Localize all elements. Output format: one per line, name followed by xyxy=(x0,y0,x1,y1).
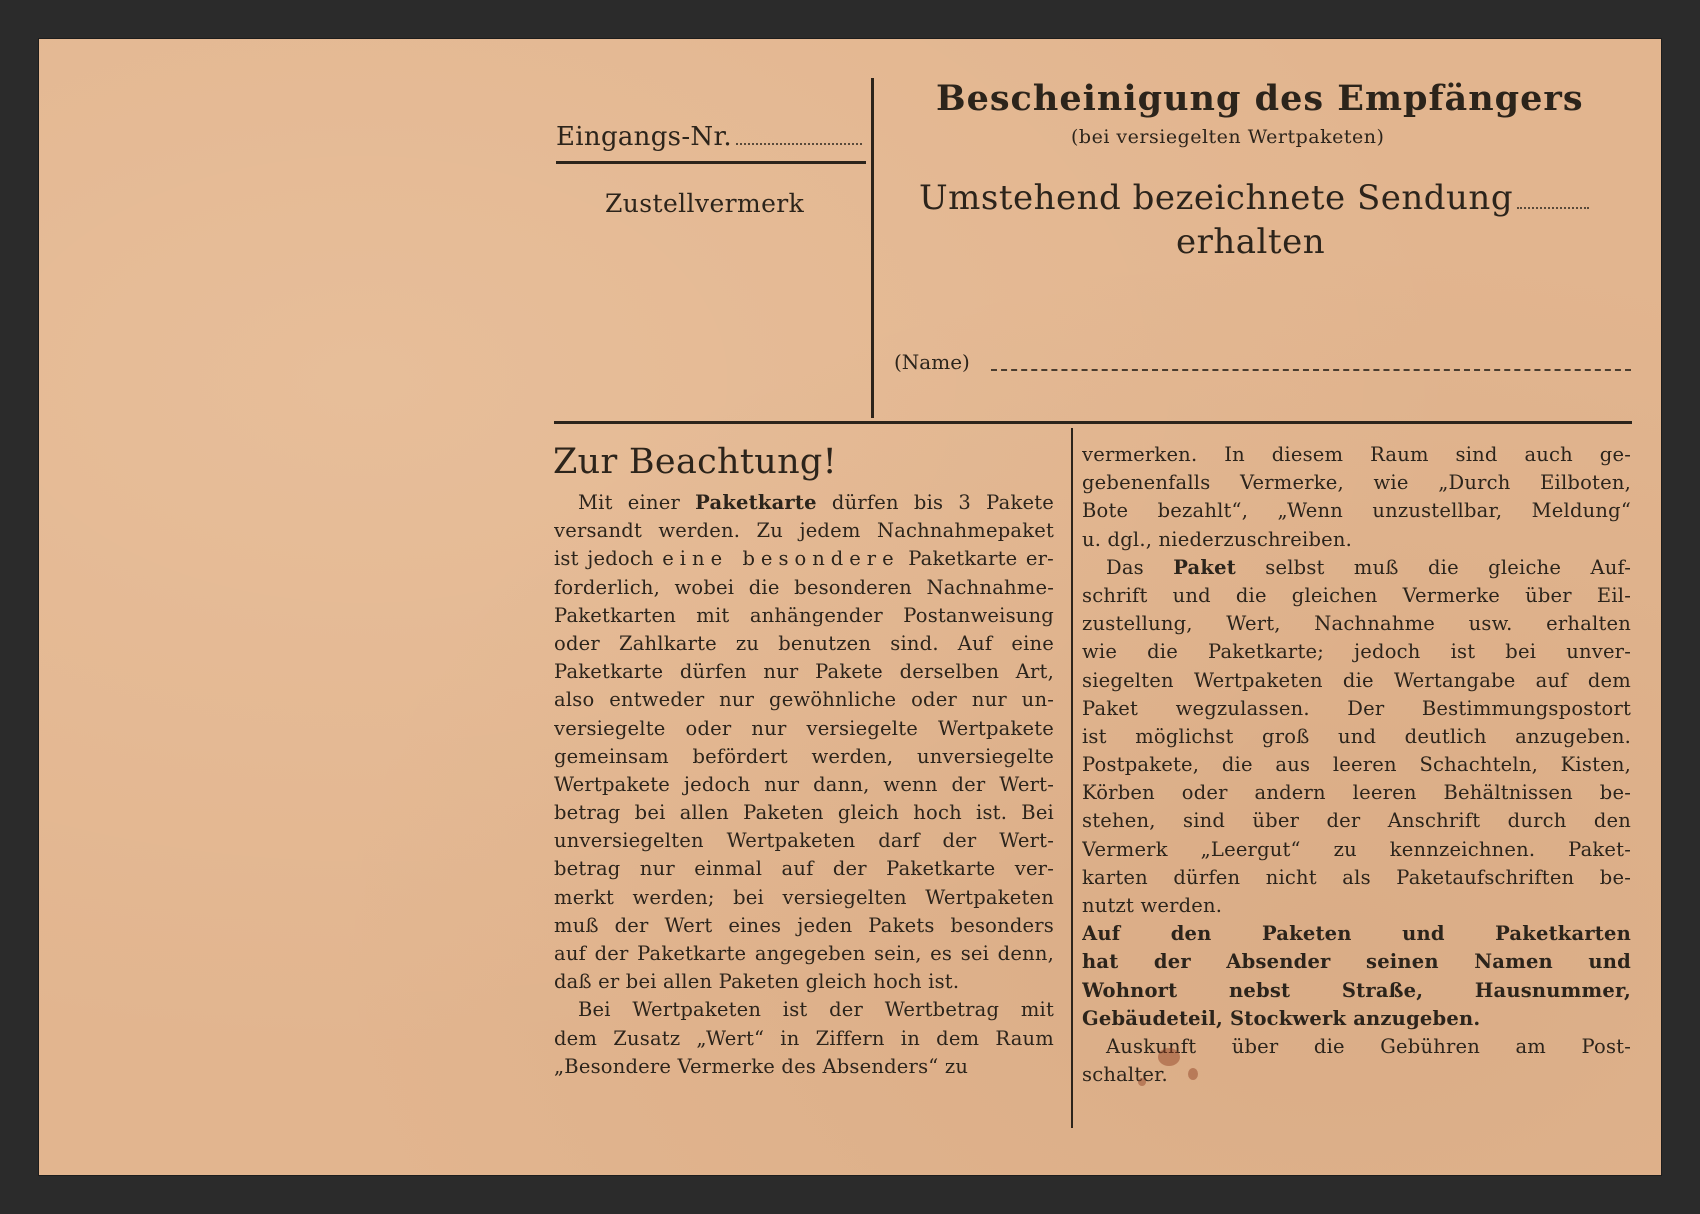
notice-line-text: also entweder nur gewöhnliche oder nur un- xyxy=(554,688,1054,712)
notice-line-text: ist möglichst groß und deutlich anzugeben. xyxy=(1082,724,1631,748)
notice-column-right xyxy=(1082,441,1631,1089)
notice-line xyxy=(554,855,1054,883)
notice-line-text: schrift und die gleichen Vermerke über Eil- xyxy=(1082,583,1631,607)
notice-line xyxy=(554,743,1054,771)
section-divider-rule xyxy=(554,421,1632,424)
notice-line-text: wie die Paketkarte; jedoch ist bei unver- xyxy=(1082,640,1631,664)
name-signature-line xyxy=(991,369,1631,371)
notice-line xyxy=(554,827,1054,855)
eingangs-nr-dotted-line xyxy=(736,123,862,145)
notice-line xyxy=(1082,441,1631,469)
notice-line xyxy=(554,1025,1054,1053)
notice-line-text: u. dgl., niederzuschreiben. xyxy=(1082,527,1353,551)
notice-line-text: ist jedoch xyxy=(554,547,663,571)
notice-line xyxy=(1082,497,1631,525)
notice-line-text: Vermerk „Leergut“ zu kennzeichnen. Paket- xyxy=(1082,837,1631,861)
notice-line-text: dürfen bis 3 Pakete xyxy=(816,491,1054,514)
notice-line xyxy=(554,630,1054,658)
zustellvermerk-label: Zustellvermerk xyxy=(605,189,805,218)
notice-line xyxy=(1082,779,1631,807)
notice-line xyxy=(1082,836,1631,864)
ink-stain xyxy=(1158,1048,1180,1066)
notice-line-text: „Besondere Vermerke des Absenders“ zu xyxy=(554,1054,969,1078)
left-header-rule xyxy=(556,161,866,164)
notice-line xyxy=(1082,526,1631,554)
notice-line xyxy=(554,996,1054,1024)
notice-line xyxy=(554,602,1054,630)
notice-line-bold-word: Paketkarte xyxy=(695,491,817,514)
notice-line xyxy=(554,715,1054,743)
notice-line xyxy=(554,545,1054,573)
receipt-statement-text: Umstehend bezeichnete Sendung xyxy=(919,178,1514,218)
notice-line-text: betrag nur einmal auf der Paketkarte ver- xyxy=(554,857,1054,881)
notice-line-text: vermerken. In diesem Raum sind auch ge- xyxy=(1082,443,1631,466)
notice-line-text: Das xyxy=(1106,555,1174,579)
receipt-statement-line2: erhalten xyxy=(1176,222,1326,262)
notice-line-text: Paket wegzulassen. Der Bestimmungspostort xyxy=(1082,696,1631,720)
notice-line xyxy=(554,884,1054,912)
notice-line xyxy=(554,517,1054,545)
notice-line xyxy=(1082,920,1631,948)
parcel-card-back xyxy=(38,38,1662,1176)
certificate-title: Bescheinigung des Empfängers xyxy=(936,78,1584,119)
notice-line-text: siegelten Wertpaketen die Wertangabe auf dem xyxy=(1082,668,1631,692)
notice-column-left xyxy=(554,489,1054,1081)
notice-line-bold-word: Paket xyxy=(1173,555,1236,579)
notice-line-text: dem Zusatz „Wert“ in Ziffern in dem Raum xyxy=(554,1026,1054,1050)
notice-line-text: Paketkarten mit anhängender Postanweisung xyxy=(554,603,1054,627)
notice-line-bold-text: Wohnort nebst Straße, Hausnummer, xyxy=(1082,978,1631,1002)
notice-line xyxy=(1082,977,1631,1005)
notice-line-text: forderlich, wobei die besonderen Nachnahme- xyxy=(554,575,1054,599)
notice-line xyxy=(554,686,1054,714)
notice-line-text: Bote bezahlt“, „Wenn unzustellbar, Meldung“ xyxy=(1082,499,1631,523)
notice-line-text: gebenenfalls Vermerke, wie „Durch Eilboten, xyxy=(1082,471,1631,495)
eingangs-nr-field xyxy=(556,122,862,152)
notice-line xyxy=(554,658,1054,686)
notice-line xyxy=(554,799,1054,827)
notice-line xyxy=(1082,667,1631,695)
notice-line-text: unversiegelten Wertpaketen darf der Wert- xyxy=(554,829,1054,853)
notice-line xyxy=(1082,554,1631,582)
notice-line xyxy=(554,968,1054,996)
notice-line-text: Mit einer xyxy=(578,491,696,514)
receipt-statement-line1 xyxy=(919,178,1589,218)
notice-line-text: oder Zahlkarte zu benutzen sind. Auf eine xyxy=(554,631,1054,655)
notice-line xyxy=(1082,695,1631,723)
notice-line xyxy=(554,489,1054,517)
notice-line-text: Körben oder andern leeren Behältnissen be- xyxy=(1082,781,1631,805)
notice-line-text: Wertpakete jedoch nur dann, wenn der Wert- xyxy=(554,772,1054,796)
notice-line-text: schalter. xyxy=(1082,1063,1168,1087)
certificate-subtitle: (bei versiegelten Wertpaketen) xyxy=(1071,126,1385,148)
notice-line xyxy=(554,771,1054,799)
notice-line-text: Auskunft über die Gebühren am Post- xyxy=(1106,1034,1631,1058)
notice-line xyxy=(1082,638,1631,666)
notice-line xyxy=(554,940,1054,968)
notice-line xyxy=(1082,751,1631,779)
notice-line-text: Bei Wertpaketen ist der Wertbetrag mit xyxy=(578,998,1054,1022)
notice-line-text: versandt werden. Zu jedem Nachnahmepaket xyxy=(554,519,1054,543)
notice-line-text: auf der Paketkarte angegeben sein, es sei denn, xyxy=(554,942,1054,965)
notice-line xyxy=(1082,723,1631,751)
notice-heading: Zur Beachtung! xyxy=(553,442,837,482)
notice-line-text: zustellung, Wert, Nachnahme usw. erhalten xyxy=(1082,612,1631,636)
notice-line-text: Paketkarte dürfen nur Pakete derselben Art, xyxy=(554,660,1054,684)
header-vertical-divider xyxy=(871,78,874,418)
notice-line-text: stehen, sind über der Anschrift durch den xyxy=(1082,809,1631,833)
notice-line xyxy=(1082,610,1631,638)
notice-line-bold-text: Auf den Paketen und Paketkarten xyxy=(1082,922,1631,946)
notice-line xyxy=(554,1053,1054,1081)
column-divider xyxy=(1071,428,1073,1128)
notice-line-text: betrag bei allen Paketen gleich hoch ist. Bei xyxy=(554,801,1054,825)
statement-dotted-line xyxy=(1517,185,1589,209)
notice-line-text: karten dürfen nicht als Paketaufschriften be- xyxy=(1082,865,1631,889)
notice-line xyxy=(554,912,1054,940)
notice-line xyxy=(1082,892,1631,920)
notice-line-text: gemeinsam befördert werden, unversiegelte xyxy=(554,744,1054,768)
notice-line xyxy=(1082,1005,1631,1033)
notice-line-text: daß er bei allen Paketen gleich hoch ist. xyxy=(554,970,960,994)
notice-line xyxy=(1082,948,1631,976)
notice-line-text: versiegelte oder nur versiegelte Wertpakete xyxy=(554,716,1054,740)
notice-line xyxy=(1082,807,1631,835)
notice-line-text: selbst muß die gleiche Auf- xyxy=(1235,555,1631,579)
notice-line-text: merkt werden; bei versiegelten Wertpaketen xyxy=(554,885,1054,909)
notice-line-bold-text: hat der Absender seinen Namen und xyxy=(1082,950,1631,974)
notice-line xyxy=(1082,864,1631,892)
notice-line xyxy=(554,574,1054,602)
notice-line-bold-text: Gebäudeteil, Stockwerk anzugeben. xyxy=(1082,1006,1481,1030)
name-label: (Name) xyxy=(894,350,970,374)
notice-line xyxy=(1082,469,1631,497)
notice-line xyxy=(1082,582,1631,610)
notice-line-text: muß der Wert eines jeden Pakets besonders xyxy=(554,913,1054,937)
notice-line-text: Paketkarte er- xyxy=(899,547,1054,571)
ink-stain xyxy=(1138,1078,1146,1086)
ink-stain xyxy=(1188,1068,1198,1080)
eingangs-nr-label: Eingangs-Nr. xyxy=(556,122,732,152)
notice-line-text: nutzt werden. xyxy=(1082,894,1223,917)
notice-line-spaced-text: eine besondere xyxy=(662,547,900,571)
notice-line-text: Postpakete, die aus leeren Schachteln, Kisten, xyxy=(1082,753,1631,777)
